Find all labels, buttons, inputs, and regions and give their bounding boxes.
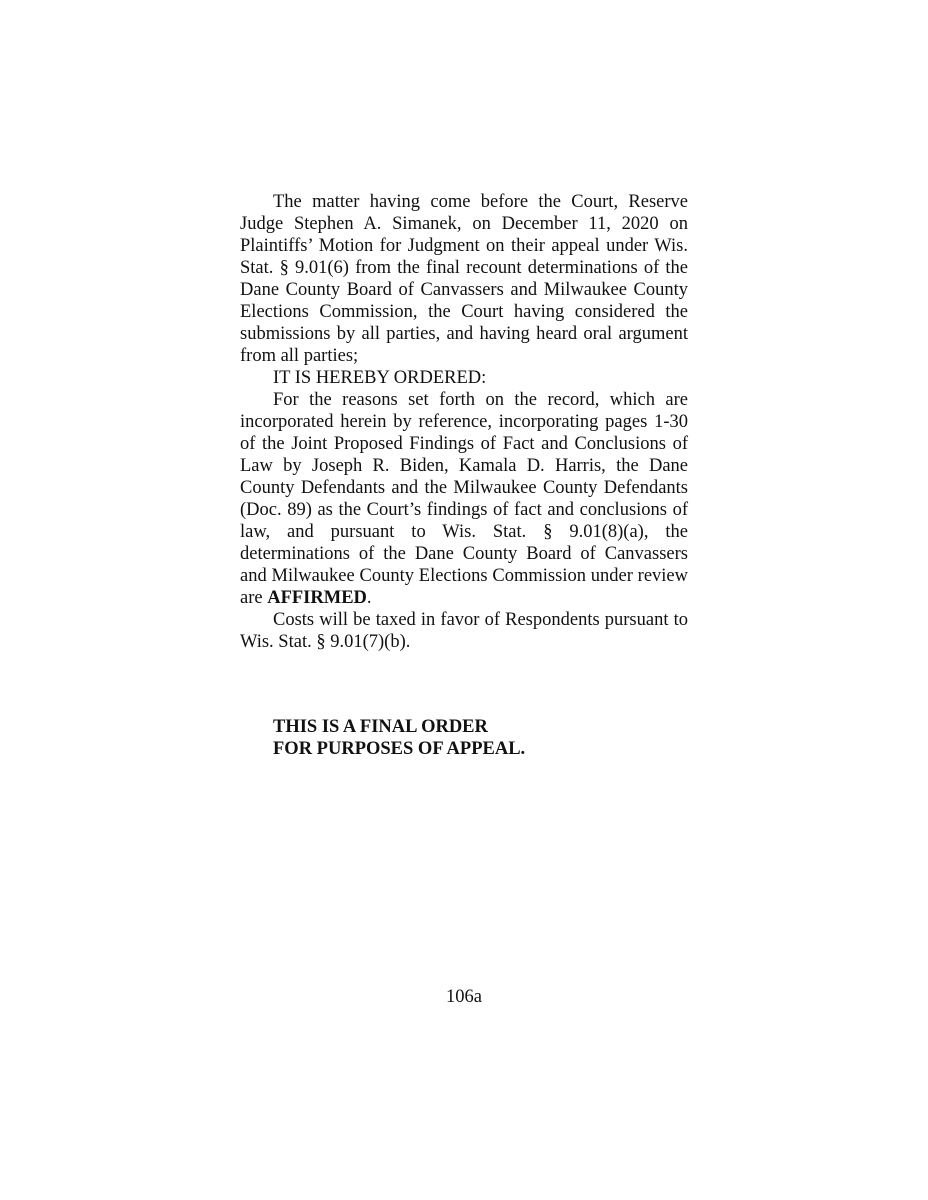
recital-paragraph: The matter having come before the Court, Reserve Judge Stephen A. Simanek, on December 11, 2020 on Plaintiffs’ Motion for Judgment on their appeal under Wis. Stat. § 9.01(6) from the final recount determinations of the Dane County Board of Canvassers and Milwaukee County Elections Commission, the Court having considered the submissions by all parties, and having heard oral argument from all parties;	[240, 192, 688, 366]
affirmed-text: AFFIRMED	[267, 588, 367, 608]
costs-paragraph: Costs will be taxed in favor of Respondents pursuant to Wis. Stat. § 9.01(7)(b).	[240, 610, 688, 652]
ordered-heading: IT IS HEREBY ORDERED:	[273, 368, 487, 388]
final-order-line-1: THIS IS A FINAL ORDER	[273, 717, 488, 737]
ruling-paragraph	[240, 389, 688, 609]
final-order-line-2: FOR PURPOSES OF APPEAL.	[273, 739, 526, 759]
ruling-period: .	[366, 588, 372, 608]
final-order-statement	[273, 716, 673, 760]
page-number: 106a	[446, 987, 482, 1007]
order-body	[240, 191, 688, 653]
ruling-text: For the reasons set forth on the record, which are incorporated herein by reference, incorporating pages 1-30 of the Joint Proposed Findings of Fact and Conclusions of Law by Joseph R. Biden, Kamala D. Harris, the Dane County Defendants and the Milwaukee County Defendants (Doc. 89) as the Court’s findings of fact and conclusions of law, and pursuant to Wis. Stat. § 9.01(8)(a), the determinations of the Dane County Board of Canvassers and Milwaukee County Elections Commission under review are	[240, 390, 688, 608]
